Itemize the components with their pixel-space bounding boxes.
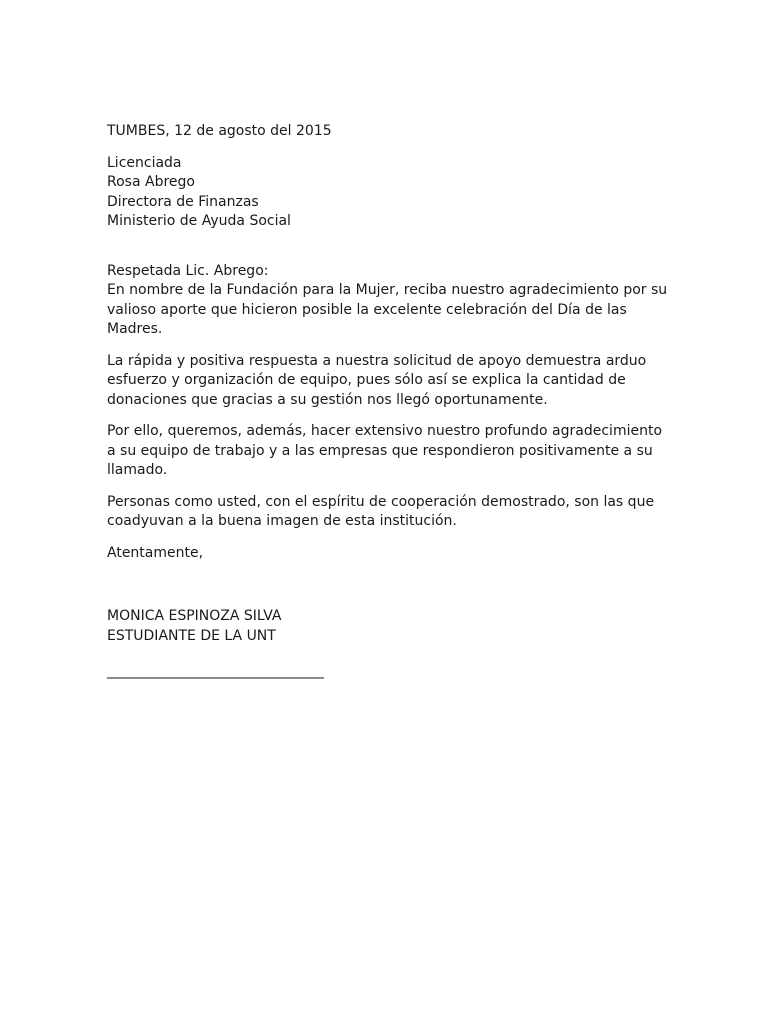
signer-name: MONICA ESPINOZA SILVA (107, 608, 282, 624)
body-paragraph-3 (107, 422, 667, 481)
paragraph-line: Por ello, queremos, además, hacer extensivo nuestro profundo agradecimiento (107, 423, 663, 439)
body-paragraph-4 (107, 493, 667, 532)
paragraph-line: En nombre de la Fundación para la Mujer, reciba nuestro agradecimiento por su (107, 282, 668, 298)
paragraph-line: Madres. (107, 321, 163, 337)
body-paragraph-1 (107, 281, 667, 340)
closing-text: Atentamente, (107, 544, 204, 561)
paragraph-line: La rápida y positiva respuesta a nuestra solicitud de apoyo demuestra arduo (107, 352, 647, 369)
paragraph-line: Personas como usted, con el espíritu de cooperación demostrado, son las que (107, 493, 655, 510)
signature-line-block (107, 662, 667, 682)
signature-line: _______________________________ (107, 663, 324, 679)
date-text: TUMBES, 12 de agosto del 2015 (107, 123, 332, 139)
paragraph-line: llamado. (107, 462, 168, 478)
signer-role: ESTUDIANTE DE LA UNT (107, 627, 276, 644)
recipient-block (107, 154, 667, 232)
recipient-position: Directora de Finanzas (107, 193, 259, 210)
recipient-organization: Ministerio de Ayuda Social (107, 213, 291, 229)
paragraph-line: valioso aporte que hicieron posible la excelente celebración del Día de las (107, 301, 627, 318)
paragraph-line: donaciones que gracias a su gestión nos llegó oportunamente. (107, 391, 548, 408)
recipient-name: Rosa Abrego (107, 174, 195, 190)
signature-block (107, 607, 667, 646)
recipient-title: Licenciada (107, 154, 182, 171)
greeting-text: Respetada Lic. Abrego: (107, 262, 269, 279)
body-paragraph-2 (107, 352, 667, 411)
closing (107, 544, 667, 564)
paragraph-line: a su equipo de trabajo y a las empresas que respondieron positivamente a su (107, 442, 653, 459)
letter-page (107, 122, 667, 682)
paragraph-line: esfuerzo y organización de equipo, pues sólo así se explica la cantidad de (107, 372, 626, 388)
greeting (107, 262, 667, 282)
letter-date (107, 122, 667, 142)
paragraph-line: coadyuvan a la buena imagen de esta institución. (107, 513, 457, 529)
